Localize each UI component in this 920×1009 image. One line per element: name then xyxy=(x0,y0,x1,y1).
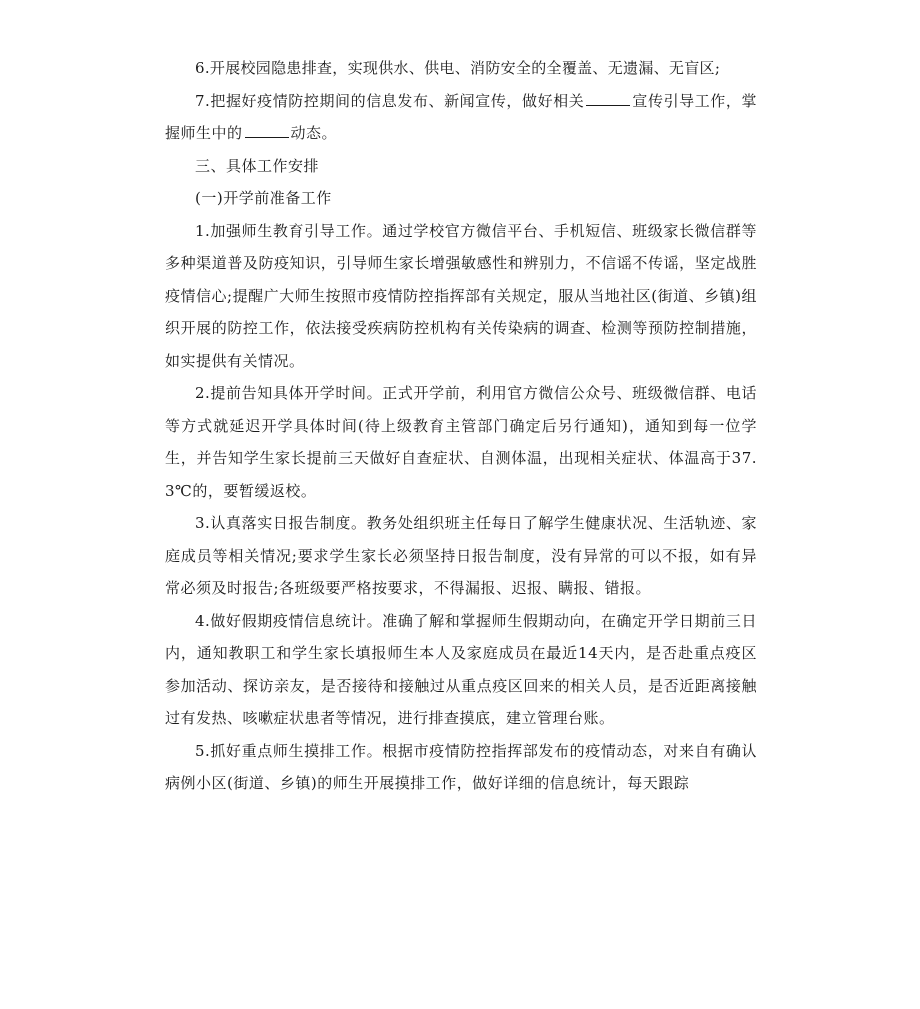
paragraph-item-5: 5.抓好重点师生摸排工作。根据市疫情防控指挥部发布的疫情动态，对来自有确认病例小区(街道、乡镇)的师生开展摸排工作，做好详细的信息统计，每天跟踪 xyxy=(165,741,757,792)
paragraph-item-4: 4.做好假期疫情信息统计。准确了解和掌握师生假期动向，在确定开学日期前三日内，通知教职工和学生家长填报师生本人及家庭成员在最近14天内，是否赴重点疫区参加活动、探访亲友，是否接待和接触过从重点疫区回来的相关人员，是否近距离接触过有发热、咳嗽症状患者等情况，进行排查摸底，建立管理台账。 xyxy=(165,611,757,727)
fill-in-blank-1 xyxy=(586,91,630,106)
paragraph-item-7-part-2: 宣传引导工作，掌握师生中的 xyxy=(165,91,757,142)
fill-in-blank-2 xyxy=(245,123,289,138)
paragraph-item-7-part-3: 动态。 xyxy=(290,124,338,142)
paragraph-item-2: 2.提前告知具体开学时间。正式开学前，利用官方微信公众号、班级微信群、电话等方式就延迟开学具体时间(待上级教育主管部门确定后另行通知)，通知到每一位学生，并告知学生家长提前三天做好自查症状、自测体温，出现相关症状、体温高于37.3℃的，要暂缓返校。 xyxy=(165,384,757,500)
document-page xyxy=(165,52,757,800)
paragraph-item-6: 6.开展校园隐患排查，实现供水、供电、消防安全的全覆盖、无遗漏、无盲区; xyxy=(195,59,721,77)
paragraph-item-3: 3.认真落实日报告制度。教务处组织班主任每日了解学生健康状况、生活轨迹、家庭成员等相关情况;要求学生家长必须坚持日报告制度，没有异常的可以不报，如有异常必须及时报告;各班级要严格按要求，不得漏报、迟报、瞒报、错报。 xyxy=(165,514,757,597)
paragraph-item-7 xyxy=(165,85,757,150)
paragraph-item-7-part-1: 7.把握好疫情防控期间的信息发布、新闻宣传，做好相关 xyxy=(195,91,585,110)
section-heading-3: 三、具体工作安排 xyxy=(195,156,320,175)
paragraph-item-1: 1.加强师生教育引导工作。通过学校官方微信平台、手机短信、班级家长微信群等多种渠道普及防疫知识，引导师生家长增强敏感性和辨别力，不信谣不传谣，坚定战胜疫情信心;提醒广大师生按照市疫情防控指挥部有关规定，服从当地社区(街道、乡镇)组织开展的防控工作，依法接受疾病防控机构有关传染病的调查、检测等预防控制措施，如实提供有关情况。 xyxy=(165,221,757,370)
subsection-heading-1: (一)开学前准备工作 xyxy=(195,189,332,207)
